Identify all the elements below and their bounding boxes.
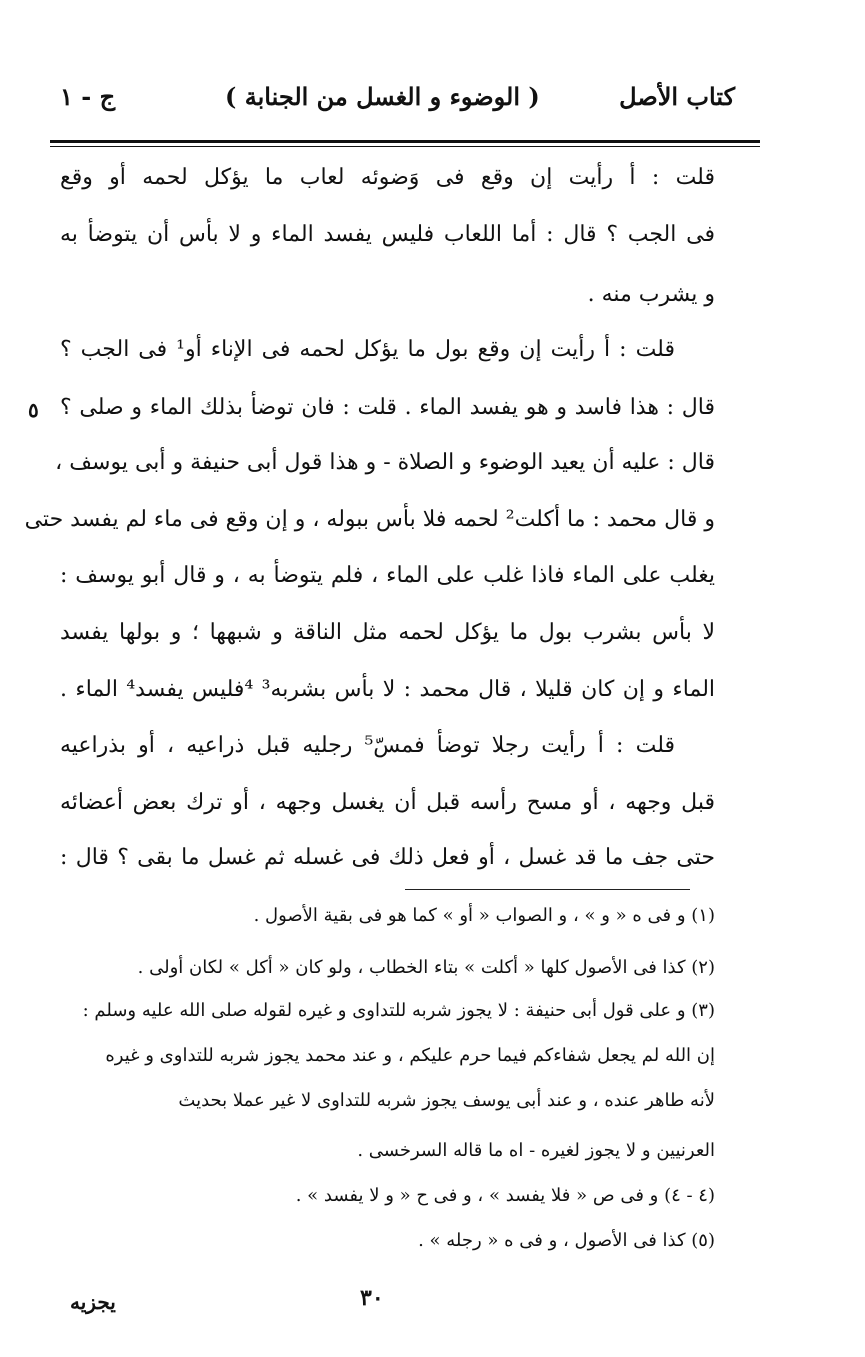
body-line: قلت : أ رأيت رجلا توضأ فمسّ⁵ رجليه قبل ذراعيه ، أو بذراعيه — [60, 733, 675, 758]
body-line: لا بأس بشرب بول ما يؤكل لحمه مثل الناقة و شبهها ؛ و بولها يفسد — [60, 620, 715, 645]
page-number: ٣٠ — [360, 1285, 384, 1311]
body-line: قال : عليه أن يعيد الوضوء و الصلاة - و هذا قول أبى حنيفة و أبى يوسف ، — [55, 450, 715, 475]
header-rule-thin — [50, 146, 760, 147]
header-volume: ج - ١ — [60, 82, 116, 111]
footnote-continuation: لأنه طاهر عنده ، و عند أبى يوسف يجوز شربه للتداوى لا غير عملا بحديث — [178, 1090, 715, 1111]
header-subtitle: ( الوضوء و الغسل من الجنابة ) — [225, 82, 540, 111]
footnote: (٤ - ٤) و فى ص « فلا يفسد » ، و فى ح « و لا يفسد » . — [295, 1185, 715, 1206]
header-rule — [50, 140, 760, 143]
body-line: الماء و إن كان قليلا ، قال محمد : لا بأس بشربه³ ⁴فليس يفسد⁴ الماء . — [60, 677, 716, 702]
line-number: ٥ — [28, 398, 39, 422]
catchword: يجزيه — [70, 1290, 116, 1314]
footnote: (٢) كذا فى الأصول كلها « أكلت » بتاء الخطاب ، ولو كان « أكل » لكان أولى . — [137, 957, 715, 978]
footnote-continuation: إن الله لم يجعل شفاءكم فيما حرم عليكم ، و عند محمد يجوز شربه للتداوى و غيره — [105, 1045, 715, 1066]
body-line: يغلب على الماء فاذا غلب على الماء ، فلم يتوضأ به ، و قال أبو يوسف : — [60, 563, 715, 588]
body-line: قلت : أ رأيت إن وقع بول ما يؤكل لحمه فى الإناء أو¹ فى الجب ؟ — [60, 337, 675, 362]
body-line: حتى جف ما قد غسل ، أو فعل ذلك فى غسله ثم غسل ما بقى ؟ قال : — [60, 845, 715, 870]
body-line: قلت : أ رأيت إن وقع فى وَضوئه لعاب ما يؤكل لحمه أو وقع — [60, 165, 715, 190]
body-line: فى الجب ؟ قال : أما اللعاب فليس يفسد الماء و لا بأس أن يتوضأ به — [60, 222, 715, 247]
footnote-rule — [405, 889, 690, 890]
body-line: قبل وجهه ، أو مسح رأسه قبل أن يغسل وجهه ، أو ترك بعض أعضائه — [60, 790, 715, 815]
header-title: كتاب الأصل — [619, 82, 735, 111]
footnote-continuation: العرنيين و لا يجوز لغيره - اه ما قاله السرخسى . — [357, 1140, 715, 1161]
body-line: و قال محمد : ما أكلت² لحمه فلا بأس ببوله ، و إن وقع فى ماء لم يفسد حتى — [24, 507, 715, 532]
footnote: (٣) و على قول أبى حنيفة : لا يجوز شربه للتداوى و غيره لقوله صلى الله عليه وسلم : — [82, 1000, 715, 1021]
body-line: و يشرب منه . — [587, 282, 715, 307]
footnote: (٥) كذا فى الأصول ، و فى ه « رجله » . — [418, 1230, 715, 1251]
body-line: قال : هذا فاسد و هو يفسد الماء . قلت : فان توضأ بذلك الماء و صلى ؟ — [60, 395, 715, 420]
footnote: (١) و فى ه « و » ، و الصواب « أو » كما هو فى بقية الأصول . — [253, 905, 715, 926]
